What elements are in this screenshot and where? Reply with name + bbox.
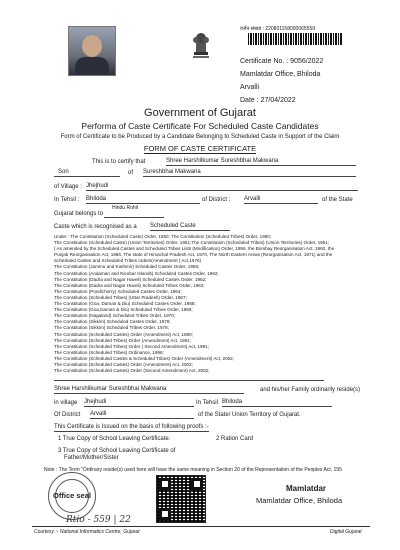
reside-label: and his/her Family ordinarily reside(s) [260, 387, 361, 393]
applicant-photo [68, 26, 116, 76]
barcode-caption: वर्जन संख्या : 220801158000065559 [240, 26, 316, 32]
order-line: The Constitution (Scheduled Castes) Order (Amendment) Act, 1990; [54, 331, 193, 337]
community: Hindu Rohit [112, 205, 139, 211]
government-title: Government of Gujarat [144, 107, 256, 119]
signatory-designation: Mamlatdar [286, 484, 327, 493]
office-seal [48, 472, 96, 520]
resident-name: Shree Harshilkumar Sureshbhai Makwana [54, 386, 244, 394]
res-village-value: Jhejhudi [84, 399, 194, 407]
proof-item-2: 2 Ration Card [216, 436, 254, 442]
state-emblem-icon [190, 28, 212, 60]
res-state-text: of the State/ Union Territory of Gujarat. [198, 412, 301, 418]
handwritten-reference: Rtio - 559 | 22 [66, 515, 131, 525]
order-line: The Constitution (Sikkim) Scheduled Tribes Order, 1978; [54, 325, 169, 331]
proof-item-3-cont: Father/Mother/Sister [64, 455, 119, 461]
tehsil-value: Bhiloda [86, 196, 200, 204]
res-tehsil-label: In Tehsil [196, 400, 218, 406]
signatory-office: Mamlatdar Office, Bhiloda [256, 496, 343, 505]
relation: Son [54, 169, 120, 177]
order-line: The Constitution (Scheduled Tribes) Ordinance, 1996; [54, 349, 164, 355]
order-line: The Constitution (Scheduled Castes & Scheduled Tribes) Order (Amendment) Act, 2002; [54, 355, 235, 361]
order-line: ( As amended by the Scheduled Castes and Scheduled Tribes Lists (Modification) Order, 1956, the Bombay Reorganisation Act, 1960, the [54, 246, 335, 252]
order-line: The Constitution (Scheduled Tribes) Order (Amendment) Act, 1991; [54, 337, 192, 343]
form-heading: FORM OF CASTE CERTIFICATE [143, 144, 257, 153]
footer-rule [32, 526, 370, 527]
order-line: The Constitution (Scheduled Castes) Order (Amendment) Act, 2002; [54, 361, 193, 367]
state-label: of the State [322, 197, 353, 203]
issuing-office: Mamlatdar Office, Bhiloda [240, 71, 321, 78]
res-district-label: Of District [54, 412, 81, 418]
order-line: The Constitution (Goa,Daman & Diu) Scheduled Tribes Order, 1968; [54, 307, 193, 313]
belongs-line [104, 217, 164, 218]
res-tehsil-value: Bhiloda [222, 399, 332, 407]
belongs-label: Gujarat belongs to [54, 211, 104, 217]
recognised-label: Caste which is recognised as a [54, 224, 137, 230]
district-label: of District : [202, 197, 231, 203]
certificate-number: Certificate No. : 9056/2022 [240, 58, 324, 65]
proofs-heading: This Certificate is Issued on the basis of following proofs :- [54, 424, 209, 430]
recognised-value: Scheduled Caste [150, 223, 230, 231]
order-line: The Constitution (Scheduled Castes) Order (Second Amendment) Act, 2002; [54, 368, 210, 374]
orders-list [54, 234, 374, 374]
order-line: The Constitution (Scheduled Tribes) Order ( Second Amendment) Act, 1991; [54, 343, 209, 349]
village-value: Jhejhudi [86, 183, 358, 191]
footer-digital-gujarat: Digital Gujarat [330, 529, 362, 535]
order-line: The Constitution (Nagaland) Scheduled Tribes Order, 1970; [54, 313, 176, 319]
proof-item-3: 3 True Copy of School Leaving Certificate of [58, 448, 176, 454]
verification-qr-code [156, 475, 206, 523]
order-line: The Constitution (Jammu and Kashmir) Scheduled Castes Order, 1956; [54, 264, 200, 270]
order-line: The Constitution (Scheduled Caste) (Union Territories) Order, 1951;The Constitution (Scheduled Tribes) (Union Territories) Order, 1951; [54, 240, 330, 246]
proof-item-1: 1 True Copy of School Leaving Certificate. [58, 436, 171, 442]
certify-label: This is to certify that [92, 159, 146, 165]
order-line: Punjab Reorganisation Act, 1966, The state of Himachal Pradesh Act, 1970, The North Eastern Areas (Reorganisation Act, 1971) and the [54, 252, 333, 258]
certificate-barcode [248, 33, 343, 45]
res-district-value: Arvalli [90, 411, 194, 419]
issue-date: Date : 27/04/2022 [240, 97, 296, 104]
order-line: The Constitution (Dadra and Nagar Haveli) Scheduled Tribes Order, 1962; [54, 282, 205, 288]
res-village-label: in village [54, 400, 78, 406]
district-value: Arvalli [244, 196, 318, 204]
order-line: The Constitution (Goa, Daman & Diu) Scheduled Castes Order, 1968; [54, 301, 196, 307]
order-line: The Constitution (Andaman and Nicobar Islands) Scheduled Castes Order, 1962; [54, 270, 219, 276]
performa-title: Performa of Caste Certificate For Scheduled Caste Candidates [81, 121, 319, 131]
order-line: The Constitution (Scheduled Tribes) (Uttar Pradesh) Order, 1967; [54, 294, 187, 300]
note-text: Note : The Term "Ordinary reside(s) used here will have the same meaning in Section 20 of the Representation of the Peoples Act, 195 [44, 467, 342, 473]
tehsil-label: In Tehsil : [54, 197, 80, 203]
father-name: Sureshbhai Makwana [143, 169, 356, 177]
footer-courtesy: Courtesy :- National Informatics Centre, Gujarat [34, 529, 140, 535]
form-description: Form of Certificate to be Produced by a Candidate Belonging to Scheduled Caste in Support of the Claim [60, 134, 340, 140]
of-label: of [128, 170, 134, 176]
orders-divider [54, 380, 324, 381]
order-line: The Constitution (Dadra and Nagar Haveli) Scheduled Castes Order, 1962; [54, 276, 207, 282]
order-line: The Constitution (Pondicherry) Scheduled Castes Order, 1964; [54, 288, 182, 294]
issuing-place: Arvalli [240, 84, 260, 91]
order-line: Scheduled Castes and Scheduled Tribes orders(Amendment ) Act,1976) [54, 258, 202, 264]
village-label: of Village : [54, 184, 82, 190]
order-line: Under : The Constitution (Scheduled Caste) Order, 1950; The Constitution (Scheduled Tribes) Order, 1950; [54, 234, 272, 239]
office-seal-label: Office seal [53, 491, 91, 500]
applicant-name: Shree Harshilkumar Sureshbhai Makwana [166, 158, 356, 166]
order-line: The Constitution (Sikkim) Scheduled Castes Order, 1978; [54, 319, 171, 325]
